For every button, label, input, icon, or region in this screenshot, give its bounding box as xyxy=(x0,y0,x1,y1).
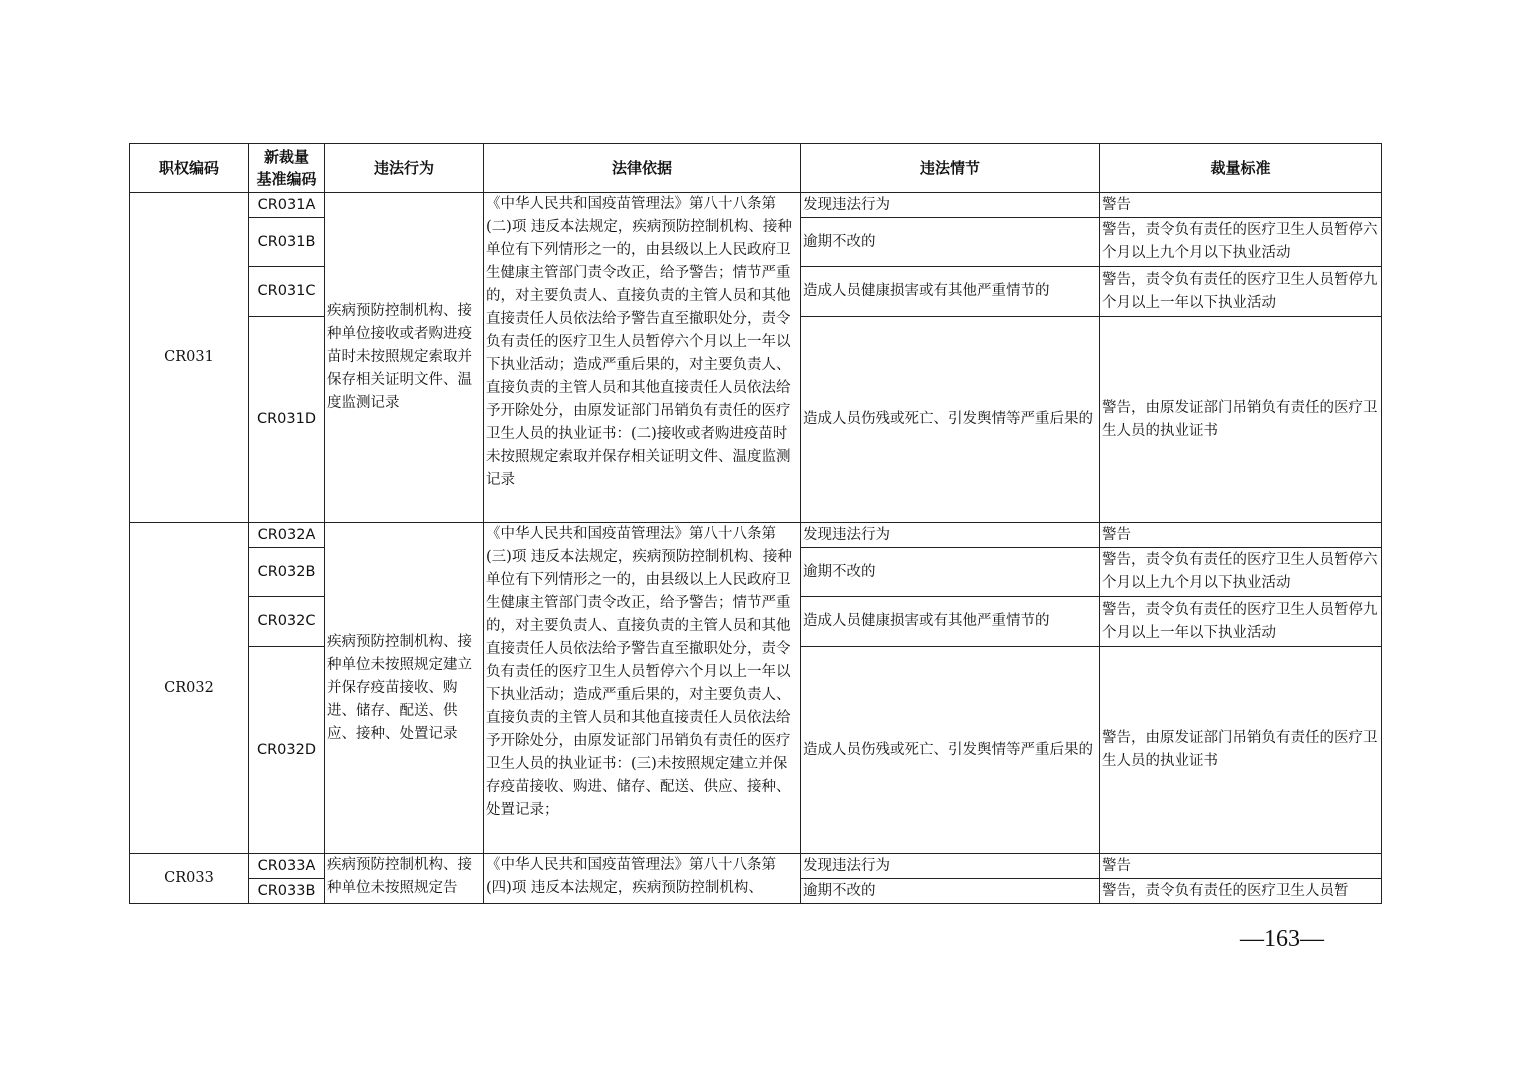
legal-basis: 《中华人民共和国疫苗管理法》第八十八条第(三)项 违反本法规定，疾病预防控制机构、接种单位有下列情形之一的，由县级以上人民政府卫生健康主管部门责令改正，给予警告；情节严重的，对主要负责人、直接负责的主管人员和其他直接责任人员依法给予警告直至撤职处分，责令负有责任的医疗卫生人员暂停六个月以上一年以下执业活动；造成严重后果的，对主要负责人、直接负责的主管人员和其他直接责任人员依法给予开除处分，由原发证部门吊销负有责任的医疗卫生人员的执业证书：(三)未按照规定建立并保存疫苗接收、购进、储存、配送、供应、接种、处置记录； xyxy=(484,523,801,854)
sub-code: CR033B xyxy=(249,879,325,904)
header-authority-code: 职权编码 xyxy=(130,144,249,193)
header-violation: 违法行为 xyxy=(325,144,484,193)
circumstance: 逾期不改的 xyxy=(801,879,1100,904)
standard: 警告，责令负有责任的医疗卫生人员暂停九个月以上一年以下执业活动 xyxy=(1100,267,1382,317)
header-new-code xyxy=(249,144,325,193)
header-standard: 裁量标准 xyxy=(1100,144,1382,193)
standard: 警告，由原发证部门吊销负有责任的医疗卫生人员的执业证书 xyxy=(1100,317,1382,523)
authority-code: CR031 xyxy=(130,193,249,523)
circumstance: 造成人员伤残或死亡、引发舆情等严重后果的 xyxy=(801,647,1100,854)
circumstance: 造成人员健康损害或有其他严重情节的 xyxy=(801,597,1100,647)
standard: 警告 xyxy=(1100,854,1382,879)
table-row xyxy=(130,523,1382,548)
circumstance: 逾期不改的 xyxy=(801,548,1100,597)
header-circumstance: 违法情节 xyxy=(801,144,1100,193)
standard: 警告，由原发证部门吊销负有责任的医疗卫生人员的执业证书 xyxy=(1100,647,1382,854)
standard: 警告，责令负有责任的医疗卫生人员暂停六个月以上九个月以下执业活动 xyxy=(1100,218,1382,267)
standard: 警告 xyxy=(1100,523,1382,548)
sub-code: CR031B xyxy=(249,218,325,267)
authority-code: CR032 xyxy=(130,523,249,854)
table-row xyxy=(130,193,1382,218)
sub-code: CR032D xyxy=(249,647,325,854)
authority-code: CR033 xyxy=(130,854,249,904)
header-new-code-line2: 基准编码 xyxy=(256,170,317,188)
header-new-code-line1: 新裁量 xyxy=(263,148,309,166)
sub-code: CR031C xyxy=(249,267,325,317)
sub-code: CR032B xyxy=(249,548,325,597)
table-header-row xyxy=(130,144,1382,193)
standard: 警告，责令负有责任的医疗卫生人员暂 xyxy=(1100,879,1382,904)
violation-act: 疾病预防控制机构、接种单位未按照规定建立并保存疫苗接收、购进、储存、配送、供应、接种、处置记录 xyxy=(325,523,484,854)
circumstance: 发现违法行为 xyxy=(801,523,1100,548)
page-number: —163— xyxy=(1240,926,1324,952)
circumstance: 发现违法行为 xyxy=(801,854,1100,879)
sub-code: CR032A xyxy=(249,523,325,548)
table-row xyxy=(130,854,1382,879)
regulation-table-sheet xyxy=(129,143,1381,904)
standard: 警告，责令负有责任的医疗卫生人员暂停九个月以上一年以下执业活动 xyxy=(1100,597,1382,647)
circumstance: 逾期不改的 xyxy=(801,218,1100,267)
circumstance: 发现违法行为 xyxy=(801,193,1100,218)
header-legal-basis: 法律依据 xyxy=(484,144,801,193)
legal-basis: 《中华人民共和国疫苗管理法》第八十八条第(二)项 违反本法规定，疾病预防控制机构、接种单位有下列情形之一的，由县级以上人民政府卫生健康主管部门责令改正，给予警告；情节严重的，对主要负责人、直接负责的主管人员和其他直接责任人员依法给予警告直至撤职处分，责令负有责任的医疗卫生人员暂停六个月以上一年以下执业活动；造成严重后果的，对主要负责人、直接负责的主管人员和其他直接责任人员依法给予开除处分，由原发证部门吊销负有责任的医疗卫生人员的执业证书：(二)接收或者购进疫苗时未按照规定索取并保存相关证明文件、温度监测记录 xyxy=(484,193,801,523)
legal-basis: 《中华人民共和国疫苗管理法》第八十八条第(四)项 违反本法规定，疾病预防控制机构、 xyxy=(484,854,801,904)
circumstance: 造成人员伤残或死亡、引发舆情等严重后果的 xyxy=(801,317,1100,523)
sub-code: CR031A xyxy=(249,193,325,218)
standard: 警告 xyxy=(1100,193,1382,218)
sub-code: CR033A xyxy=(249,854,325,879)
sub-code: CR032C xyxy=(249,597,325,647)
violation-act: 疾病预防控制机构、接种单位接收或者购进疫苗时未按照规定索取并保存相关证明文件、温度监测记录 xyxy=(325,193,484,523)
circumstance: 造成人员健康损害或有其他严重情节的 xyxy=(801,267,1100,317)
sub-code: CR031D xyxy=(249,317,325,523)
discretion-standard-table xyxy=(129,143,1382,904)
standard: 警告，责令负有责任的医疗卫生人员暂停六个月以上九个月以下执业活动 xyxy=(1100,548,1382,597)
violation-act: 疾病预防控制机构、接种单位未按照规定告 xyxy=(325,854,484,904)
